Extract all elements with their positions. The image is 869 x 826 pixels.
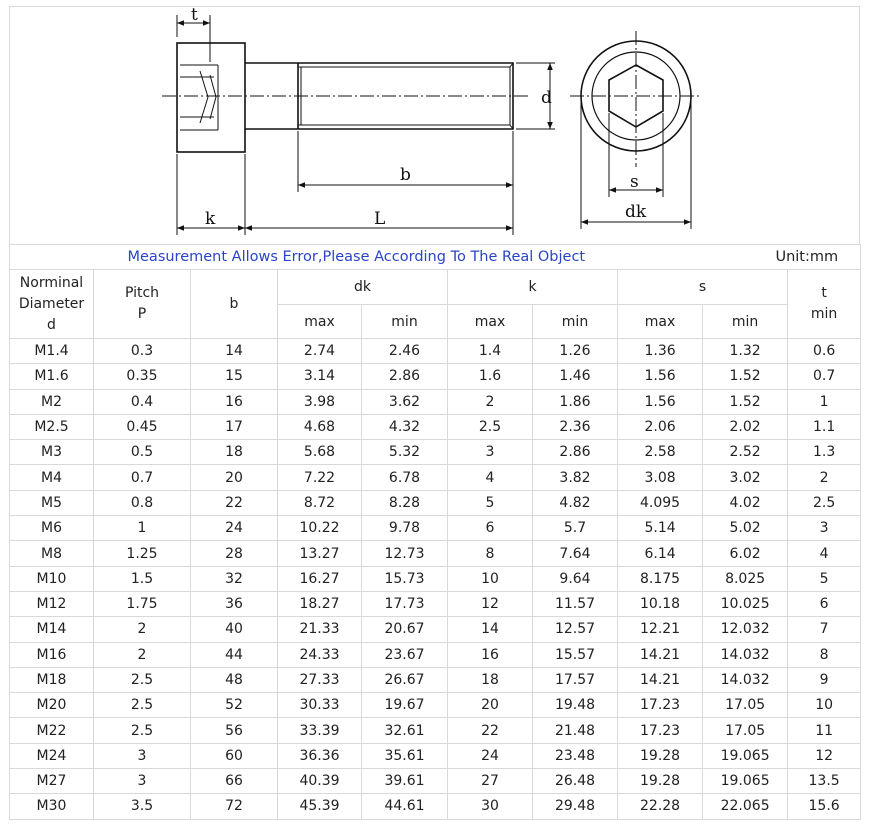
cell-dk-max: 24.33 — [278, 642, 362, 667]
cell-diameter: M3 — [10, 440, 94, 465]
cell-s-max: 1.56 — [618, 364, 703, 389]
cell-k-min: 4.82 — [533, 490, 618, 515]
cell-s-max: 22.28 — [618, 794, 703, 819]
socket-hidden-lines — [180, 65, 218, 130]
label-dk: dk — [625, 202, 647, 222]
cell-s-max: 3.08 — [618, 465, 703, 490]
cell-dk-max: 2.74 — [278, 339, 362, 364]
cell-t-min: 7 — [788, 617, 861, 642]
cell-t-min: 10 — [788, 693, 861, 718]
cell-pitch: 0.7 — [94, 465, 191, 490]
cell-t-min: 9 — [788, 667, 861, 692]
header-pitch: Pitch P — [94, 270, 191, 339]
cell-diameter: M5 — [10, 490, 94, 515]
cell-dk-max: 3.14 — [278, 364, 362, 389]
cell-k-min: 7.64 — [533, 541, 618, 566]
cell-diameter: M16 — [10, 642, 94, 667]
cell-dk-min: 15.73 — [362, 566, 448, 591]
cell-diameter: M12 — [10, 591, 94, 616]
cell-s-max: 8.175 — [618, 566, 703, 591]
cell-s-max: 17.23 — [618, 693, 703, 718]
header-s: s — [618, 270, 788, 305]
cell-s-min: 1.52 — [703, 364, 788, 389]
header-k: k — [448, 270, 618, 305]
cell-k-min: 29.48 — [533, 794, 618, 819]
cell-dk-max: 36.36 — [278, 743, 362, 768]
cell-k-max: 8 — [448, 541, 533, 566]
cell-dk-max: 4.68 — [278, 414, 362, 439]
cell-t-min: 2 — [788, 465, 861, 490]
cell-dk-min: 2.46 — [362, 339, 448, 364]
cell-t-min: 8 — [788, 642, 861, 667]
cell-s-min: 14.032 — [703, 642, 788, 667]
cell-t-min: 1.1 — [788, 414, 861, 439]
cell-diameter: M20 — [10, 693, 94, 718]
header-diameter: Norminal Diameter d — [10, 270, 94, 339]
cell-k-min: 12.57 — [533, 617, 618, 642]
header-t: t min — [788, 270, 861, 339]
cell-dk-min: 44.61 — [362, 794, 448, 819]
cell-s-max: 2.58 — [618, 440, 703, 465]
cell-b: 72 — [191, 794, 278, 819]
cell-k-max: 2.5 — [448, 414, 533, 439]
cell-pitch: 2.5 — [94, 693, 191, 718]
cell-k-max: 27 — [448, 769, 533, 794]
label-s: s — [630, 172, 639, 192]
cell-b: 60 — [191, 743, 278, 768]
cell-dk-max: 18.27 — [278, 591, 362, 616]
cell-k-max: 1.4 — [448, 339, 533, 364]
cell-b: 32 — [191, 566, 278, 591]
cell-b: 52 — [191, 693, 278, 718]
table-row — [10, 591, 861, 616]
cell-k-max: 14 — [448, 617, 533, 642]
cell-s-min: 6.02 — [703, 541, 788, 566]
cell-s-max: 14.21 — [618, 642, 703, 667]
header-b: b — [191, 270, 278, 339]
cell-b: 28 — [191, 541, 278, 566]
bolt-drawing — [9, 6, 860, 244]
cell-s-min: 1.32 — [703, 339, 788, 364]
cell-pitch: 2 — [94, 617, 191, 642]
cell-t-min: 2.5 — [788, 490, 861, 515]
dimension-table — [9, 244, 861, 820]
cell-b: 56 — [191, 718, 278, 743]
cell-s-min: 5.02 — [703, 516, 788, 541]
cell-b: 20 — [191, 465, 278, 490]
cell-s-max: 19.28 — [618, 743, 703, 768]
table-row — [10, 769, 861, 794]
cell-k-min: 2.36 — [533, 414, 618, 439]
cell-k-min: 26.48 — [533, 769, 618, 794]
cell-s-max: 14.21 — [618, 667, 703, 692]
cell-diameter: M22 — [10, 718, 94, 743]
header-s-min: min — [703, 305, 788, 339]
cell-k-min: 1.46 — [533, 364, 618, 389]
cell-t-min: 13.5 — [788, 769, 861, 794]
cell-k-max: 16 — [448, 642, 533, 667]
cell-s-min: 3.02 — [703, 465, 788, 490]
cell-dk-min: 20.67 — [362, 617, 448, 642]
cell-dk-min: 8.28 — [362, 490, 448, 515]
cell-k-min: 19.48 — [533, 693, 618, 718]
cell-diameter: M8 — [10, 541, 94, 566]
cell-dk-max: 40.39 — [278, 769, 362, 794]
table-row — [10, 490, 861, 515]
cell-diameter: M14 — [10, 617, 94, 642]
spec-sheet — [9, 6, 860, 820]
cell-b: 15 — [191, 364, 278, 389]
unit-label: Unit:mm — [703, 245, 861, 270]
cell-dk-max: 21.33 — [278, 617, 362, 642]
cell-dk-max: 7.22 — [278, 465, 362, 490]
cell-k-max: 10 — [448, 566, 533, 591]
cell-s-min: 19.065 — [703, 743, 788, 768]
cell-dk-max: 16.27 — [278, 566, 362, 591]
cell-b: 24 — [191, 516, 278, 541]
error-note: Measurement Allows Error,Please According To The Real Object — [10, 245, 703, 270]
cell-pitch: 1.25 — [94, 541, 191, 566]
cell-t-min: 12 — [788, 743, 861, 768]
header-k-max: max — [448, 305, 533, 339]
cell-diameter: M2 — [10, 389, 94, 414]
cell-t-min: 1.3 — [788, 440, 861, 465]
table-row — [10, 667, 861, 692]
cell-k-max: 22 — [448, 718, 533, 743]
cell-dk-max: 27.33 — [278, 667, 362, 692]
cell-k-max: 30 — [448, 794, 533, 819]
label-L: L — [374, 209, 386, 229]
cell-pitch: 2.5 — [94, 718, 191, 743]
cell-s-min: 4.02 — [703, 490, 788, 515]
cell-k-max: 24 — [448, 743, 533, 768]
cell-k-min: 21.48 — [533, 718, 618, 743]
cell-s-max: 1.36 — [618, 339, 703, 364]
cell-k-max: 3 — [448, 440, 533, 465]
cell-b: 44 — [191, 642, 278, 667]
cell-s-max: 4.095 — [618, 490, 703, 515]
table-row — [10, 414, 861, 439]
label-k: k — [205, 209, 216, 229]
header-s-max: max — [618, 305, 703, 339]
cell-dk-min: 9.78 — [362, 516, 448, 541]
table-row — [10, 642, 861, 667]
cell-k-min: 11.57 — [533, 591, 618, 616]
cell-dk-max: 45.39 — [278, 794, 362, 819]
cell-s-max: 12.21 — [618, 617, 703, 642]
cell-diameter: M10 — [10, 566, 94, 591]
cell-k-min: 3.82 — [533, 465, 618, 490]
cell-b: 36 — [191, 591, 278, 616]
cell-t-min: 11 — [788, 718, 861, 743]
cell-k-max: 1.6 — [448, 364, 533, 389]
cell-k-min: 1.86 — [533, 389, 618, 414]
cell-dk-max: 3.98 — [278, 389, 362, 414]
cell-dk-max: 30.33 — [278, 693, 362, 718]
cell-k-min: 5.7 — [533, 516, 618, 541]
cell-k-min: 17.57 — [533, 667, 618, 692]
cell-b: 22 — [191, 490, 278, 515]
label-d: d — [541, 88, 552, 108]
cell-s-max: 10.18 — [618, 591, 703, 616]
cell-diameter: M18 — [10, 667, 94, 692]
cell-k-min: 23.48 — [533, 743, 618, 768]
table-row — [10, 364, 861, 389]
header-dk: dk — [278, 270, 448, 305]
cell-s-min: 1.52 — [703, 389, 788, 414]
cell-dk-min: 4.32 — [362, 414, 448, 439]
cell-dk-min: 5.32 — [362, 440, 448, 465]
table-row — [10, 339, 861, 364]
cell-k-min: 9.64 — [533, 566, 618, 591]
cell-k-max: 18 — [448, 667, 533, 692]
cell-k-min: 2.86 — [533, 440, 618, 465]
cell-k-min: 1.26 — [533, 339, 618, 364]
cell-dk-min: 32.61 — [362, 718, 448, 743]
cell-dk-min: 26.67 — [362, 667, 448, 692]
cell-k-max: 12 — [448, 591, 533, 616]
cell-dk-min: 19.67 — [362, 693, 448, 718]
cell-t-min: 0.6 — [788, 339, 861, 364]
cell-t-min: 6 — [788, 591, 861, 616]
cell-dk-max: 10.22 — [278, 516, 362, 541]
cell-b: 48 — [191, 667, 278, 692]
label-t: t — [191, 7, 198, 25]
cell-diameter: M27 — [10, 769, 94, 794]
cell-pitch: 3 — [94, 769, 191, 794]
cell-b: 18 — [191, 440, 278, 465]
table-row — [10, 718, 861, 743]
cell-s-min: 17.05 — [703, 693, 788, 718]
table-body — [10, 339, 861, 820]
cell-diameter: M30 — [10, 794, 94, 819]
header-dk-min: min — [362, 305, 448, 339]
cell-s-min: 22.065 — [703, 794, 788, 819]
cell-pitch: 1.75 — [94, 591, 191, 616]
cell-s-min: 14.032 — [703, 667, 788, 692]
cell-s-max: 2.06 — [618, 414, 703, 439]
cell-diameter: M1.4 — [10, 339, 94, 364]
cell-s-min: 19.065 — [703, 769, 788, 794]
cell-s-min: 2.02 — [703, 414, 788, 439]
cell-pitch: 0.8 — [94, 490, 191, 515]
cell-pitch: 3 — [94, 743, 191, 768]
cell-k-max: 2 — [448, 389, 533, 414]
cell-dk-min: 35.61 — [362, 743, 448, 768]
cell-b: 14 — [191, 339, 278, 364]
cell-dk-min: 12.73 — [362, 541, 448, 566]
table-row — [10, 389, 861, 414]
cell-pitch: 2.5 — [94, 667, 191, 692]
cell-b: 66 — [191, 769, 278, 794]
cell-dk-min: 23.67 — [362, 642, 448, 667]
cell-pitch: 3.5 — [94, 794, 191, 819]
header-dk-max: max — [278, 305, 362, 339]
cell-s-min: 12.032 — [703, 617, 788, 642]
cell-s-min: 8.025 — [703, 566, 788, 591]
cell-dk-min: 3.62 — [362, 389, 448, 414]
cell-k-max: 5 — [448, 490, 533, 515]
cell-k-min: 15.57 — [533, 642, 618, 667]
cell-t-min: 15.6 — [788, 794, 861, 819]
cell-pitch: 0.45 — [94, 414, 191, 439]
cell-s-max: 6.14 — [618, 541, 703, 566]
table-row — [10, 440, 861, 465]
cell-s-max: 17.23 — [618, 718, 703, 743]
cell-b: 17 — [191, 414, 278, 439]
cell-dk-max: 13.27 — [278, 541, 362, 566]
bolt-diagram-svg — [10, 7, 861, 244]
cell-pitch: 0.5 — [94, 440, 191, 465]
cell-t-min: 0.7 — [788, 364, 861, 389]
cell-pitch: 0.4 — [94, 389, 191, 414]
cell-diameter: M6 — [10, 516, 94, 541]
cell-b: 40 — [191, 617, 278, 642]
cell-s-min: 2.52 — [703, 440, 788, 465]
bolt-head-side — [177, 43, 245, 152]
note-row — [10, 245, 861, 270]
cell-dk-max: 5.68 — [278, 440, 362, 465]
cell-pitch: 0.3 — [94, 339, 191, 364]
cell-t-min: 4 — [788, 541, 861, 566]
table-row — [10, 516, 861, 541]
cell-diameter: M2.5 — [10, 414, 94, 439]
cell-pitch: 1 — [94, 516, 191, 541]
cell-pitch: 1.5 — [94, 566, 191, 591]
table-row — [10, 566, 861, 591]
cell-diameter: M24 — [10, 743, 94, 768]
cell-k-max: 4 — [448, 465, 533, 490]
table-row — [10, 743, 861, 768]
table-row — [10, 794, 861, 819]
cell-diameter: M1.6 — [10, 364, 94, 389]
cell-dk-max: 33.39 — [278, 718, 362, 743]
label-b: b — [400, 165, 411, 185]
cell-dk-min: 2.86 — [362, 364, 448, 389]
cell-b: 16 — [191, 389, 278, 414]
header-row-1 — [10, 270, 861, 305]
cell-pitch: 0.35 — [94, 364, 191, 389]
cell-pitch: 2 — [94, 642, 191, 667]
cell-dk-min: 39.61 — [362, 769, 448, 794]
cell-k-max: 6 — [448, 516, 533, 541]
cell-s-max: 19.28 — [618, 769, 703, 794]
cell-t-min: 3 — [788, 516, 861, 541]
cell-s-max: 1.56 — [618, 389, 703, 414]
cell-dk-min: 17.73 — [362, 591, 448, 616]
cell-diameter: M4 — [10, 465, 94, 490]
cell-t-min: 1 — [788, 389, 861, 414]
cell-t-min: 5 — [788, 566, 861, 591]
cell-s-min: 17.05 — [703, 718, 788, 743]
header-k-min: min — [533, 305, 618, 339]
table-row — [10, 465, 861, 490]
table-row — [10, 617, 861, 642]
table-row — [10, 693, 861, 718]
table-row — [10, 541, 861, 566]
cell-dk-min: 6.78 — [362, 465, 448, 490]
cell-dk-max: 8.72 — [278, 490, 362, 515]
cell-s-max: 5.14 — [618, 516, 703, 541]
cell-k-max: 20 — [448, 693, 533, 718]
cell-s-min: 10.025 — [703, 591, 788, 616]
